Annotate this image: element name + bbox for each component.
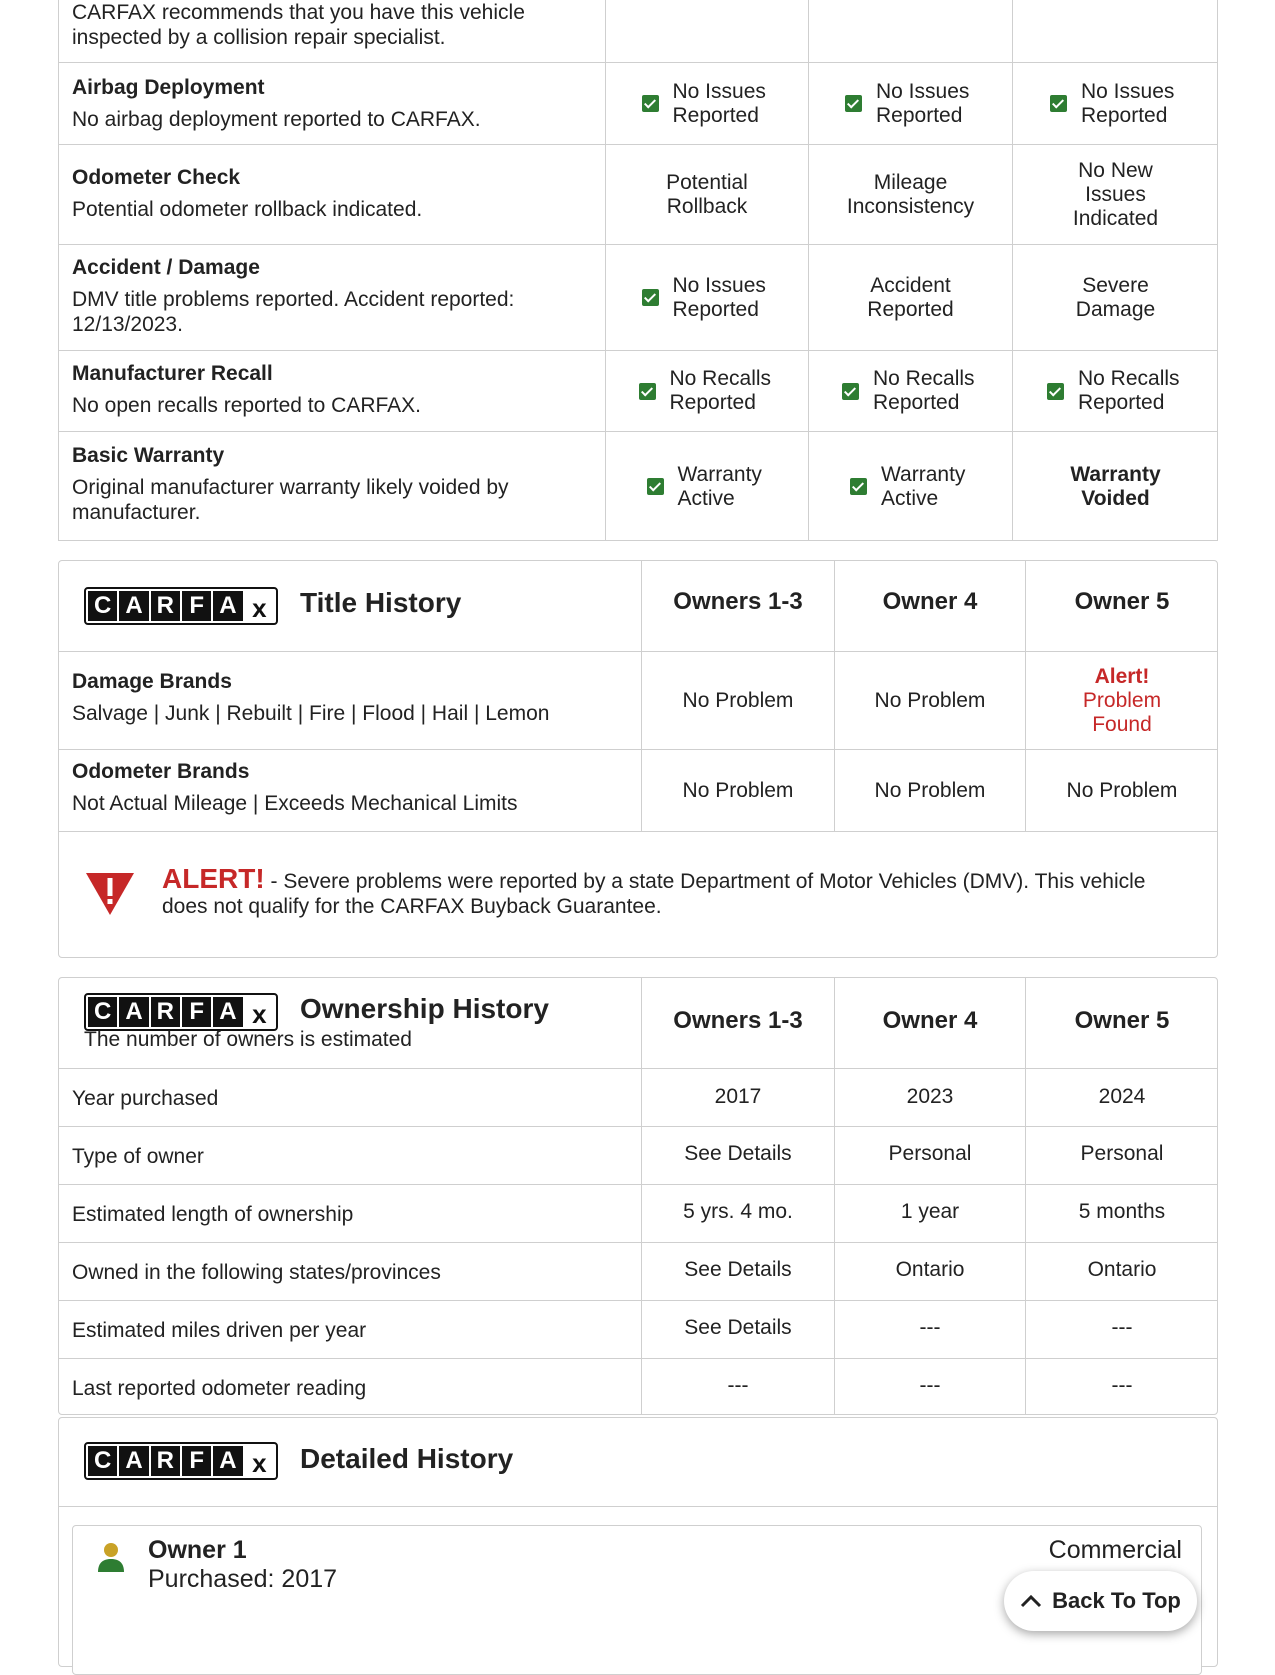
odometer-brands-owner-4: No Problem: [874, 778, 986, 802]
length-owner-4: 1 year: [900, 1200, 960, 1223]
odometer-owner-4: Mileage Inconsistency: [846, 170, 975, 218]
partial-row-description: CARFAX recommends that you have this vehicle inspected by a collision repair specialist.: [72, 1, 525, 49]
row-description: DMV title problems reported. Accident reported: 12/13/2023.: [72, 288, 515, 336]
row-description: Not Actual Mileage | Exceeds Mechanical Limits: [72, 792, 518, 815]
alert-heading: ALERT!: [162, 863, 265, 894]
row-label: Estimated length of ownership: [72, 1203, 354, 1226]
airbag-owner-5: No Issues Reported: [1013, 63, 1218, 144]
check-icon: [642, 95, 659, 112]
row-description: Potential odometer rollback indicated.: [72, 198, 423, 221]
carfax-logo: C A R F A x: [84, 993, 278, 1031]
detailed-history-heading: Detailed History: [300, 1443, 514, 1474]
odometer-owner-5: ---: [1111, 1374, 1133, 1397]
length-owners-1-3: 5 yrs. 4 mo.: [683, 1200, 793, 1223]
accident-owner-5: Severe Damage: [1075, 273, 1156, 321]
col-owner-5: Owner 5: [1074, 1007, 1170, 1034]
airbag-owner-4: No Issues Reported: [809, 63, 1012, 144]
check-icon: [1047, 383, 1064, 400]
odometer-owner-5: No New Issues Indicated: [1072, 158, 1159, 230]
states-owner-4: Ontario: [895, 1258, 965, 1281]
check-icon: [647, 478, 664, 495]
states-owner-5: Ontario: [1087, 1258, 1157, 1281]
type-owner-4: Personal: [888, 1142, 972, 1165]
row-title: Damage Brands: [72, 670, 232, 693]
warranty-owners-1-3: Warranty Active: [606, 432, 808, 541]
row-airbag: [72, 76, 582, 132]
check-icon: [850, 478, 867, 495]
row-description: Original manufacturer warranty likely voided by manufacturer.: [72, 476, 509, 524]
miles-owner-4: ---: [919, 1316, 941, 1339]
row-basic-warranty: [72, 444, 552, 525]
row-title: Odometer Brands: [72, 760, 250, 783]
year-owners-1-3: 2017: [714, 1085, 762, 1108]
row-description: Salvage | Junk | Rebuilt | Fire | Flood | Hail | Lemon: [72, 702, 550, 725]
carfax-logo: C A R F A x: [84, 1442, 278, 1480]
recall-owner-4: No Recalls Reported: [809, 351, 1012, 431]
odometer-owners-1-3: Potential Rollback: [666, 170, 748, 218]
owner-name: Owner 1: [148, 1536, 247, 1564]
carfax-logo: C A R F A x: [84, 587, 278, 625]
row-manufacturer-recall: [72, 362, 582, 418]
odometer-brands-owner-5: No Problem: [1066, 778, 1178, 802]
check-icon: [845, 95, 862, 112]
warranty-owner-5: Warranty Voided: [1070, 462, 1161, 510]
accident-owners-1-3: No Issues Reported: [606, 245, 808, 350]
year-owner-5: 2024: [1098, 1085, 1146, 1108]
dmv-alert-message: [162, 863, 1182, 919]
row-title: Manufacturer Recall: [72, 362, 273, 385]
alert-icon: [86, 873, 134, 915]
length-owner-5: 5 months: [1078, 1200, 1166, 1223]
alert-text: - Severe problems were reported by a state Department of Motor Vehicles (DMV). This vehicle does not qualify for the CARFAX Buyback Guarantee.: [162, 870, 1146, 918]
ownership-subtitle: The number of owners is estimated: [84, 1028, 412, 1051]
row-title: Airbag Deployment: [72, 76, 265, 99]
damage-owner-5-alert: [1026, 652, 1218, 749]
accident-owner-4: Accident Reported: [867, 273, 954, 321]
row-label: Year purchased: [72, 1087, 219, 1110]
check-icon: [639, 383, 656, 400]
type-owner-5: Personal: [1080, 1142, 1164, 1165]
check-icon: [842, 383, 859, 400]
check-icon: [642, 289, 659, 306]
col-owners-1-3: Owners 1-3: [673, 588, 803, 615]
problem-found: Problem Found: [1082, 688, 1162, 736]
owner-type: Commercial: [1048, 1536, 1182, 1564]
warranty-owner-4: Warranty Active: [809, 432, 1012, 541]
type-owners-1-3[interactable]: See Details: [684, 1142, 792, 1165]
row-description: No open recalls reported to CARFAX.: [72, 394, 422, 417]
row-damage-brands: [72, 670, 632, 726]
row-title: Accident / Damage: [72, 256, 260, 279]
back-to-top-label: Back To Top: [1052, 1588, 1181, 1613]
miles-owner-5: ---: [1111, 1316, 1133, 1339]
ownership-history-heading: Ownership History: [300, 993, 549, 1024]
miles-owners-1-3[interactable]: See Details: [684, 1316, 792, 1339]
states-owners-1-3[interactable]: See Details: [684, 1258, 792, 1281]
row-odometer-brands: [72, 760, 632, 816]
row-title: Basic Warranty: [72, 444, 225, 467]
odometer-owners-1-3: ---: [727, 1374, 749, 1397]
row-description: No airbag deployment reported to CARFAX.: [72, 108, 481, 131]
row-label: Type of owner: [72, 1145, 204, 1168]
chevron-up-icon: [1020, 1594, 1042, 1608]
back-to-top-button[interactable]: [1004, 1571, 1197, 1631]
check-icon: [1050, 95, 1067, 112]
col-owner-4: Owner 4: [882, 1007, 978, 1034]
recall-owners-1-3: No Recalls Reported: [606, 351, 808, 431]
person-icon: [97, 1542, 125, 1572]
row-label: Owned in the following states/provinces: [72, 1261, 441, 1284]
owner-purchased: Purchased: 2017: [148, 1565, 338, 1593]
odometer-brands-owners-1-3: No Problem: [682, 778, 794, 802]
odometer-owner-4: ---: [919, 1374, 941, 1397]
title-history-heading: Title History: [300, 587, 462, 618]
row-label: Estimated miles driven per year: [72, 1319, 367, 1342]
damage-owners-1-3: No Problem: [682, 688, 794, 712]
alert-label: Alert!: [1094, 664, 1150, 688]
recall-owner-5: No Recalls Reported: [1013, 351, 1218, 431]
col-owners-1-3: Owners 1-3: [673, 1007, 803, 1034]
row-odometer-check: [72, 166, 582, 222]
col-owner-4: Owner 4: [882, 588, 978, 615]
damage-owner-4: No Problem: [874, 688, 986, 712]
row-title: Odometer Check: [72, 166, 241, 189]
row-accident-damage: [72, 256, 572, 337]
row-label: Last reported odometer reading: [72, 1377, 367, 1400]
airbag-owners-1-3: No Issues Reported: [606, 63, 808, 144]
year-owner-4: 2023: [906, 1085, 954, 1108]
col-owner-5: Owner 5: [1074, 588, 1170, 615]
